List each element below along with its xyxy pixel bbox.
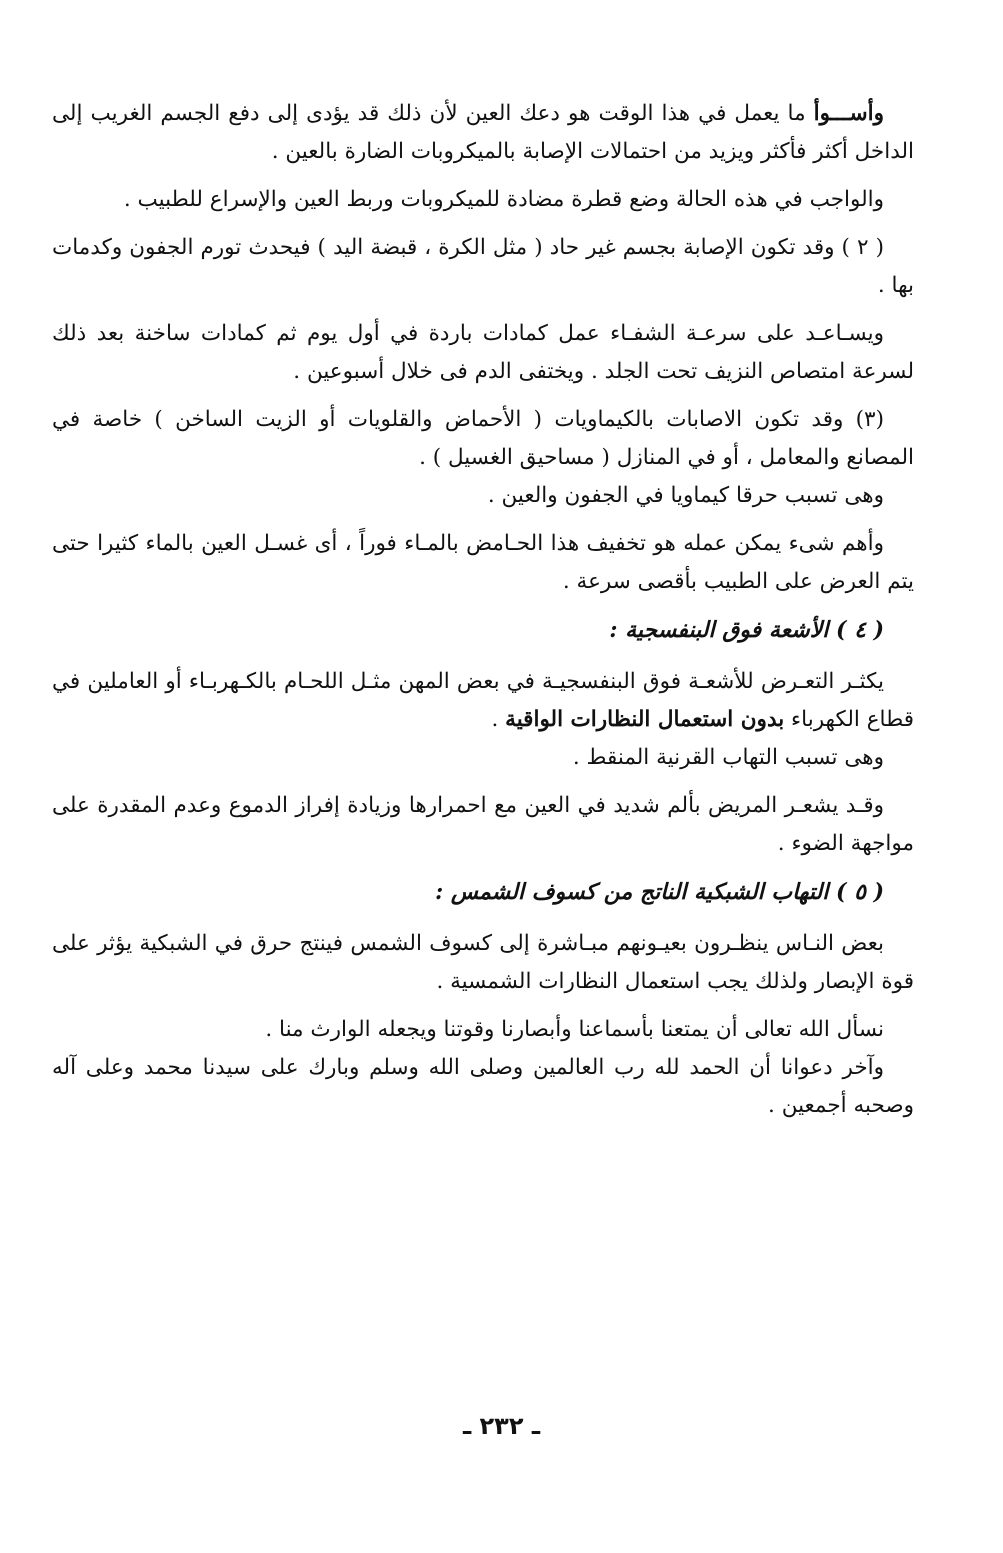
page-number: ـ ٢٣٢ ـ [462,1412,541,1440]
paragraph-eclipse-viewing: بعض النـاس ينظـرون بعيـونهم مبـاشرة إلى كسوف الشمس فينتج حرق في الشبكية يؤثر على قوة الإبصار ولذلك يجب استعمال النظارات الشمسية . [52,931,914,994]
paragraph-text: ما يعمل في هذا الوقت هو دعك العين لأن ذلك قد يؤدى إلى دفع الجسم الغريب إلى الداخل أكثر فأكثر ويزيد من احتمالات الإصابة بالميكروبات الضارة بالعين . [52,101,914,164]
paragraph-chemical-injury: (٣) وقد تكون الاصابات بالكيماويات ( الأحماض والقلويات أو الزيت الساخن ) خاصة في المصانع والمعامل ، أو في المنازل ( مساحيق الغسيل ) . [52,407,914,470]
paragraph-text: يكثـر التعـرض للأشعـة فوق البنفسجيـة في بعض المهن مثـل اللحـام بالكـهربـاء أو العاملين في قطاع الكهرباء [52,669,914,732]
paragraph-closing-prayer: وآخر دعوانا أن الحمد لله رب العالمين وصلى الله وسلم وبارك على سيدنا محمد وعلى آله وصحبه أجمعين . [52,1055,914,1118]
paragraph-antibiotic-drops: والواجب في هذه الحالة وضع قطرة مضادة للميكروبات وربط العين والإسراع للطبيب . [123,187,884,212]
paragraph-blunt-injury: ( ٢ ) وقد تكون الإصابة بجسم غير حاد ( مثل الكرة ، قبضة اليد ) فيحدث تورم الجفون وكدمات بها . [52,235,914,298]
paragraph-eye-rubbing [52,95,914,171]
section-heading-ultraviolet: ( ٤ ) الأشعة فوق البنفسجية : [609,617,884,643]
page-body [52,95,914,1135]
paragraph-prayer: نسأل الله تعالى أن يمتعنا بأسماعنا وأبصارنا وقوتنا ويجعله الوارث منا . [265,1017,884,1042]
paragraph-compresses: ويسـاعـد على سرعـة الشفـاء عمل كمادات باردة في أول يوم ثم كمادات ساخنة بعد ذلك لسرعة امتصاص النزيف تحت الجلد . ويختفى الدم فى خلال أسبوعين . [52,321,914,384]
section-heading-solar-retinitis: ( ٥ ) التهاب الشبكية الناتج من كسوف الشمس : [435,879,884,905]
paragraph-text: . [491,707,506,732]
emphasized-text: بدون استعمال النظارات الواقية [505,707,785,732]
paragraph-dilute-acid: وأهم شىء يمكن عمله هو تخفيف هذا الحـامض بالمـاء فوراً ، أى غسـل العين بالماء كثيرا حتى يتم العرض على الطبيب بأقصى سرعة . [52,531,914,594]
paragraph-pain-symptoms: وقـد يشعـر المريض بألم شديد في العين مع احمرارها وزيادة إفراز الدموع وعدم المقدرة على مواجهة الضوء . [52,793,914,856]
paragraph-chemical-burn: وهى تسبب حرقا كيماويا في الجفون والعين . [487,483,884,508]
paragraph-keratitis: وهى تسبب التهاب القرنية المنقط . [572,745,884,770]
paragraph-uv-exposure [52,663,914,739]
paragraph-lead-word: وأســـوأ [813,101,884,126]
